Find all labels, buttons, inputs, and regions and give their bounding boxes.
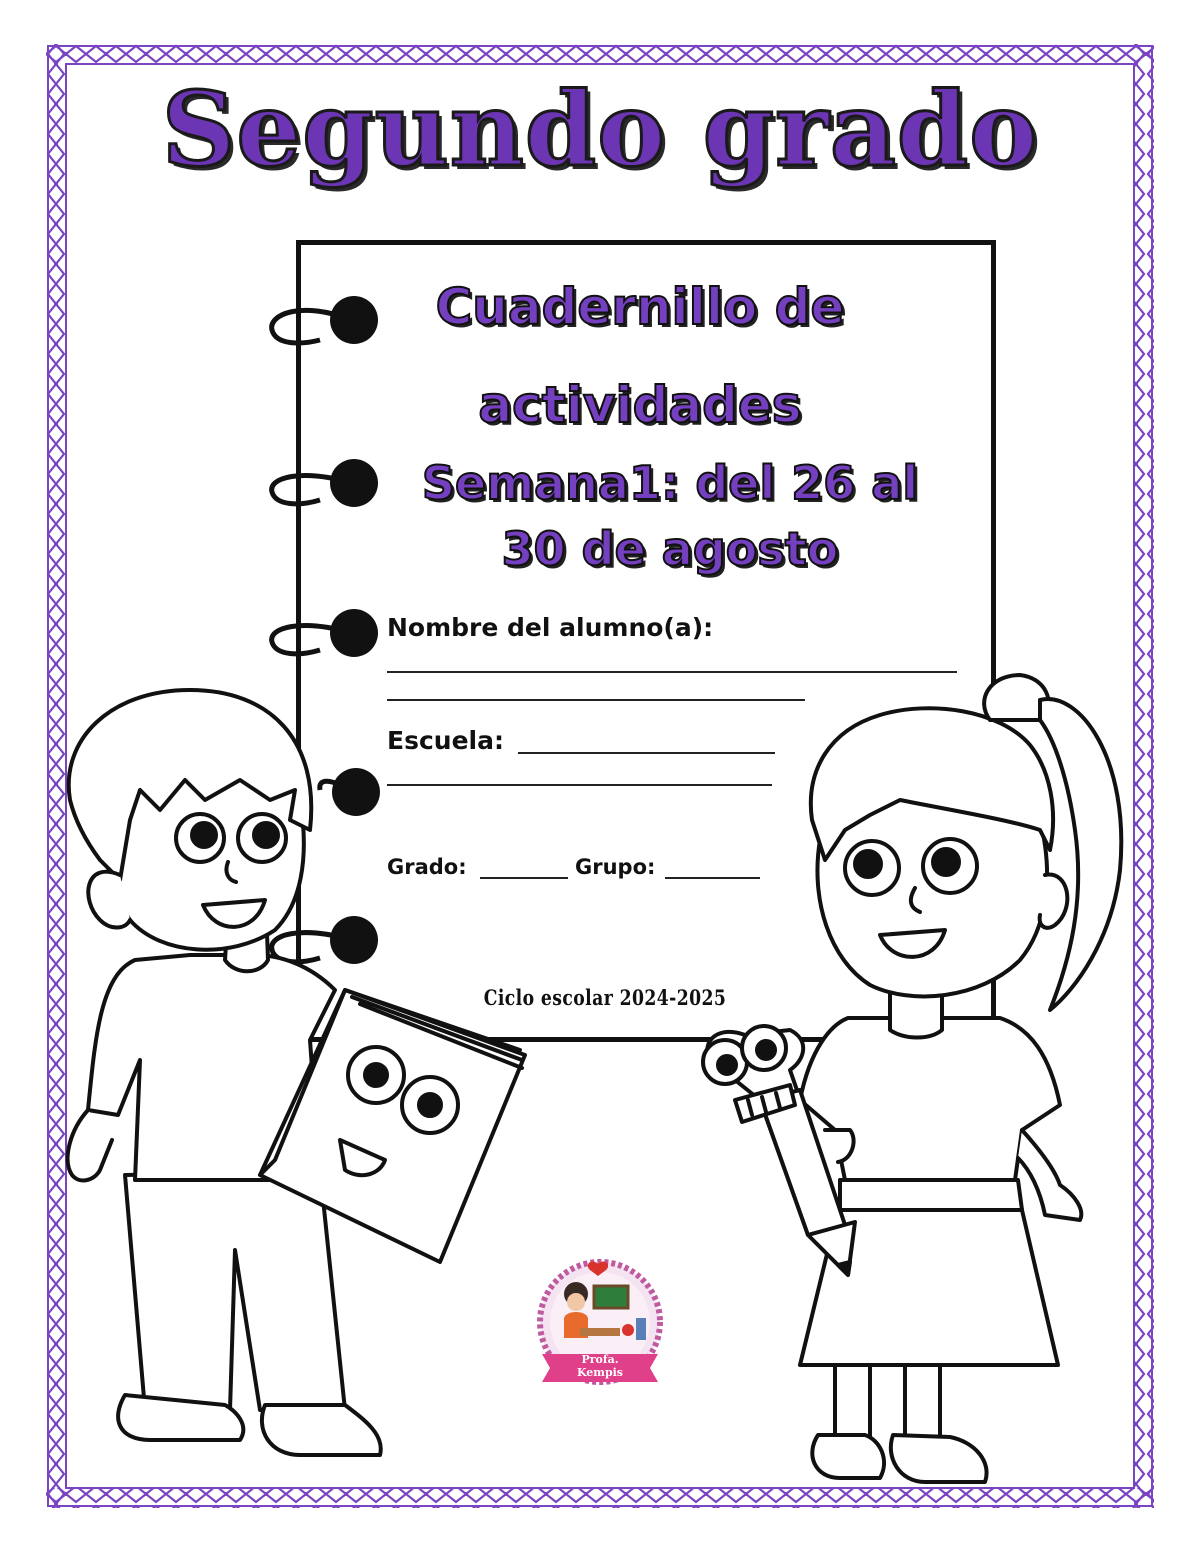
nombre-label: Nombre del alumno(a): [387, 613, 714, 642]
grupo-label: Grupo: [575, 855, 656, 879]
week-line2: 30 de agosto [501, 522, 839, 576]
logo-line2: Kempis [576, 1366, 624, 1379]
week-line1: Semana1: del 26 al [421, 456, 919, 510]
logo-label [540, 1353, 660, 1379]
escuela-label: Escuela: [387, 726, 504, 755]
logo-line1: Profa. [581, 1353, 619, 1366]
page-title: Segundo grado [161, 70, 1039, 190]
notebook-heading-line1: Cuadernillo de [435, 278, 845, 336]
girl-illustration [800, 675, 1121, 1482]
grado-label: Grado: [387, 855, 467, 879]
school-year: Ciclo escolar 2024-2025 [483, 985, 727, 1010]
notebook-heading-line2: actividades [478, 376, 802, 434]
